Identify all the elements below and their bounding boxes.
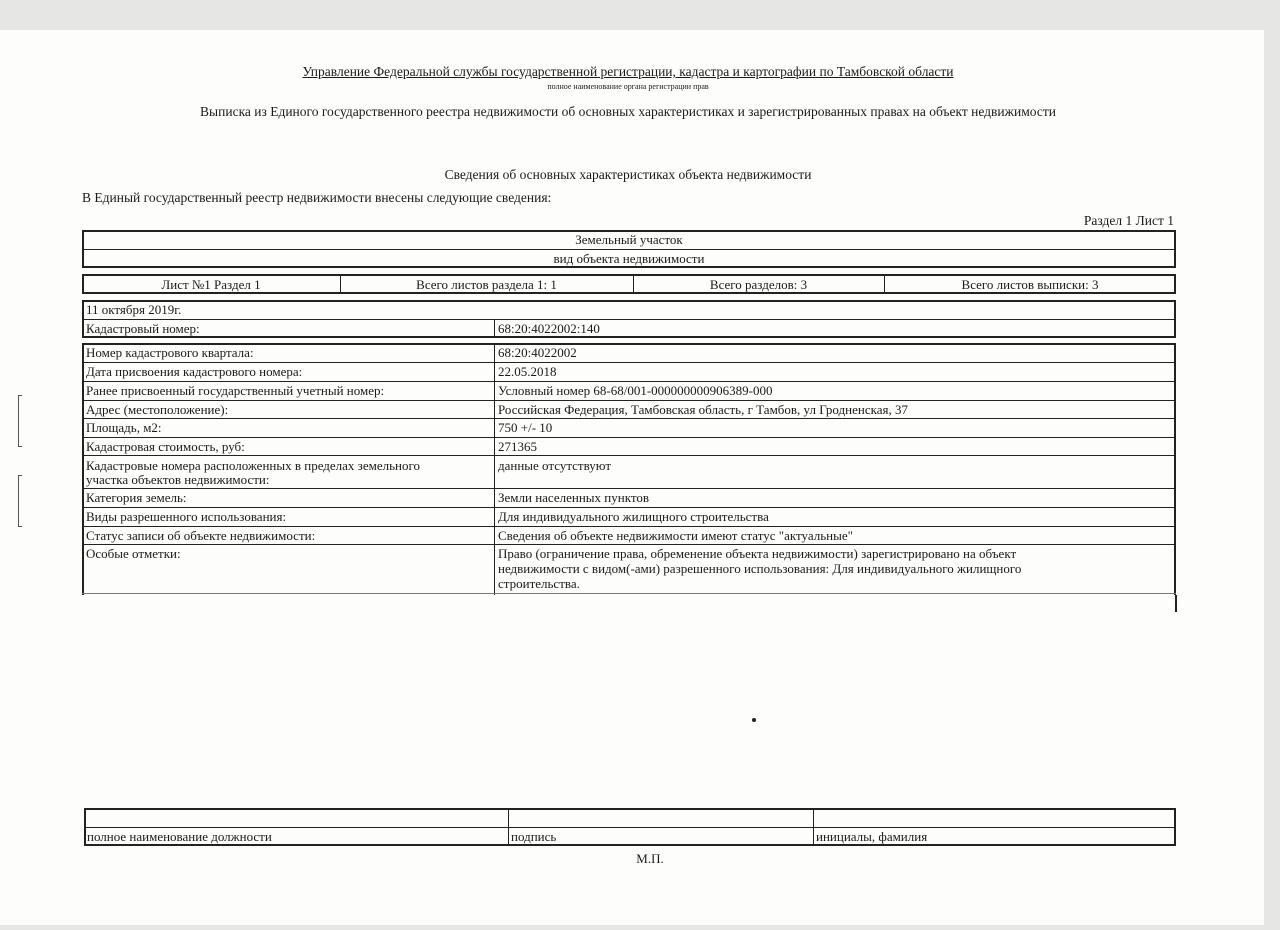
detail-label: Адрес (местоположение):: [86, 402, 229, 417]
detail-value: 68:20:4022002: [498, 345, 577, 360]
object-type-caption: вид объекта недвижимости: [553, 251, 705, 266]
detail-label: Кадастровая стоимость, руб:: [86, 439, 245, 454]
detail-label: участка объектов недвижимости:: [86, 472, 270, 487]
detail-label: Номер кадастрового квартала:: [86, 345, 254, 360]
section-heading: Сведения об основных характеристиках объекта недвижимости: [444, 167, 812, 182]
detail-label: Категория земель:: [86, 490, 187, 505]
section-sheets-count: Всего листов раздела 1: 1: [416, 277, 557, 292]
organization-name: Управление Федеральной службы государственной регистрации, кадастра и картографии по Тамбовской области: [302, 64, 954, 79]
signature-caption: подпись: [511, 829, 557, 844]
scan-bracket-mark: [18, 475, 22, 527]
object-type: Земельный участок: [575, 232, 683, 247]
section-sheet-label: Раздел 1 Лист 1: [1083, 213, 1174, 228]
cadastral-number-value: 68:20:4022002:140: [498, 321, 600, 336]
stamp-placeholder: М.П.: [636, 851, 664, 866]
organization-caption: полное наименование органа регистрации прав: [547, 82, 709, 91]
record-date: 11 октября 2019г.: [86, 302, 182, 317]
detail-label: Виды разрешенного использования:: [86, 509, 287, 524]
detail-value: недвижимости с видом(-ами) разрешенного использования: Для индивидуального жилищного: [498, 561, 1022, 576]
detail-value: Российская Федерация, Тамбовская область, г Тамбов, ул Гродненская, 37: [498, 402, 908, 417]
detail-label: Особые отметки:: [86, 546, 181, 561]
detail-label: Площадь, м2:: [86, 420, 162, 435]
scan-dot: [752, 718, 756, 722]
sections-total: Всего разделов: 3: [709, 277, 808, 292]
detail-label: Дата присвоения кадастрового номера:: [86, 364, 303, 379]
detail-value: Условный номер 68-68/001-000000000906389-000: [498, 383, 773, 398]
document-title: Выписка из Единого государственного реестра недвижимости об основных характеристиках и зарегистрированных правах на объект недвижимости: [200, 104, 1056, 119]
scan-bracket-mark: [18, 395, 22, 447]
detail-label: Статус записи об объекте недвижимости:: [86, 528, 316, 543]
detail-value: Право (ограничение права, обременение объекта недвижимости) зарегистрировано на объект: [498, 546, 1017, 561]
cadastral-number-label: Кадастровый номер:: [86, 321, 200, 336]
detail-label: Кадастровые номера расположенных в пределах земельного: [86, 458, 420, 473]
detail-value: Для индивидуального жилищного строительства: [498, 509, 769, 524]
extract-sheets-count: Всего листов выписки: 3: [961, 277, 1099, 292]
detail-value: строительства.: [498, 576, 580, 591]
name-caption: инициалы, фамилия: [816, 829, 928, 844]
detail-value: 271365: [498, 439, 537, 454]
detail-value: Земли населенных пунктов: [498, 490, 649, 505]
detail-value: Сведения об объекте недвижимости имеют статус "актуальные": [498, 528, 853, 543]
sheet-number: Лист №1 Раздел 1: [161, 277, 261, 292]
detail-value: 750 +/- 10: [498, 420, 553, 435]
detail-label: Ранее присвоенный государственный учетный номер:: [86, 383, 385, 398]
intro-text: В Единый государственный реестр недвижимости внесены следующие сведения:: [82, 190, 552, 205]
position-caption: полное наименование должности: [87, 829, 272, 844]
detail-value: данные отсутствуют: [498, 458, 612, 473]
detail-value: 22.05.2018: [498, 364, 557, 379]
